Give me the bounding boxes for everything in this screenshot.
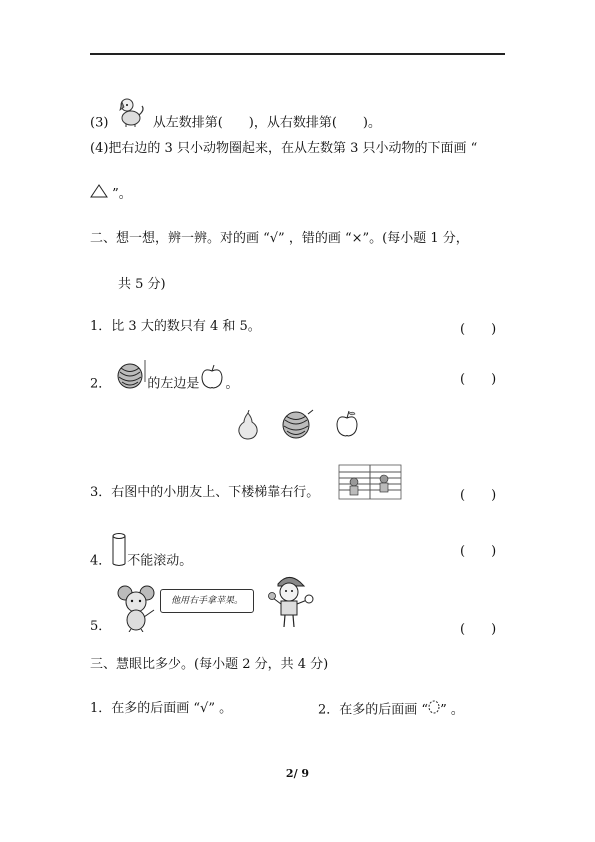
s2-item-3-text: 右图中的小朋友上、下楼梯靠右行。 — [111, 485, 320, 500]
s2-item-5-answer-paren[interactable]: ( ) — [460, 622, 497, 637]
boy-icon — [264, 574, 314, 630]
question-4-line — [90, 140, 477, 158]
question-4-line-cont — [90, 184, 132, 204]
s3-item-2-num: 2． — [318, 702, 340, 718]
s2-item-4 — [90, 540, 192, 582]
s2-item-4-num: 4． — [90, 553, 112, 569]
s3-item-2 — [318, 700, 464, 720]
top-rule — [90, 53, 505, 55]
page-number: 2/ 9 — [285, 767, 310, 780]
speech-bubble: 他用右手拿苹果。 — [160, 589, 254, 613]
s2-item-2-suffix: 。 — [225, 376, 239, 392]
triangle-icon — [90, 184, 108, 204]
s2-item-2-num: 2． — [90, 376, 112, 392]
question-4-text-end: ”。 — [112, 186, 132, 202]
mouse-icon — [116, 584, 158, 632]
s2-item-1-answer-paren[interactable]: ( ) — [460, 322, 497, 337]
circle-icon — [428, 700, 440, 720]
s2-item-2 — [90, 366, 238, 402]
cylinder-icon — [111, 532, 127, 574]
watermelon-icon — [115, 360, 147, 396]
s2-item-1 — [90, 318, 261, 336]
section-3-title: 三、慧眼比多少。(每小题 2 分，共 4 分) — [90, 657, 329, 672]
s2-item-5-num: 5． — [90, 619, 112, 634]
s2-item-1-num: 1． — [90, 319, 112, 334]
apple-icon — [334, 410, 360, 438]
question-3-prefix: (3) — [90, 115, 109, 131]
s2-item-5 — [90, 618, 111, 636]
s3-item-2-text: 在多的后面画 “ — [339, 702, 429, 718]
stairs-icon — [338, 464, 402, 500]
s2-item-2-answer-paren[interactable]: ( ) — [460, 372, 497, 387]
s2-item-3-num: 3． — [90, 485, 112, 500]
s2-item-1-text: 比 3 大的数只有 4 和 5。 — [111, 319, 261, 334]
s2-item-4-answer-paren[interactable]: ( ) — [460, 544, 497, 559]
s2-item-3 — [90, 484, 319, 502]
s3-item-1-text: 在多的后面画 “√” 。 — [111, 701, 233, 716]
question-3-line — [90, 104, 381, 142]
question-3-text: 从左数排第( )，从右数排第( )。 — [152, 115, 381, 131]
apple-icon — [199, 364, 225, 396]
s3-item-1 — [90, 700, 232, 718]
dog-icon — [115, 96, 147, 134]
watermelon-icon — [280, 408, 314, 440]
question-4-text: (4)把右边的 3 只小动物圈起来，在从左数第 3 只小动物的下面画 “ — [90, 141, 478, 156]
section-2-title: 二、想一想，辨一辨。对的画 “√” ，错的画 “×”。(每小题 1 分， — [90, 231, 469, 246]
s2-item-2-text: 的左边是 — [147, 376, 200, 392]
s3-item-1-num: 1． — [90, 701, 112, 716]
s2-item-3-answer-paren[interactable]: ( ) — [460, 488, 497, 503]
pear-icon — [236, 410, 260, 440]
s3-item-2-suffix: ” 。 — [440, 702, 464, 718]
section-2-title-cont: 共 5 分) — [118, 277, 166, 292]
s2-item-4-text: 不能滚动。 — [127, 553, 193, 569]
